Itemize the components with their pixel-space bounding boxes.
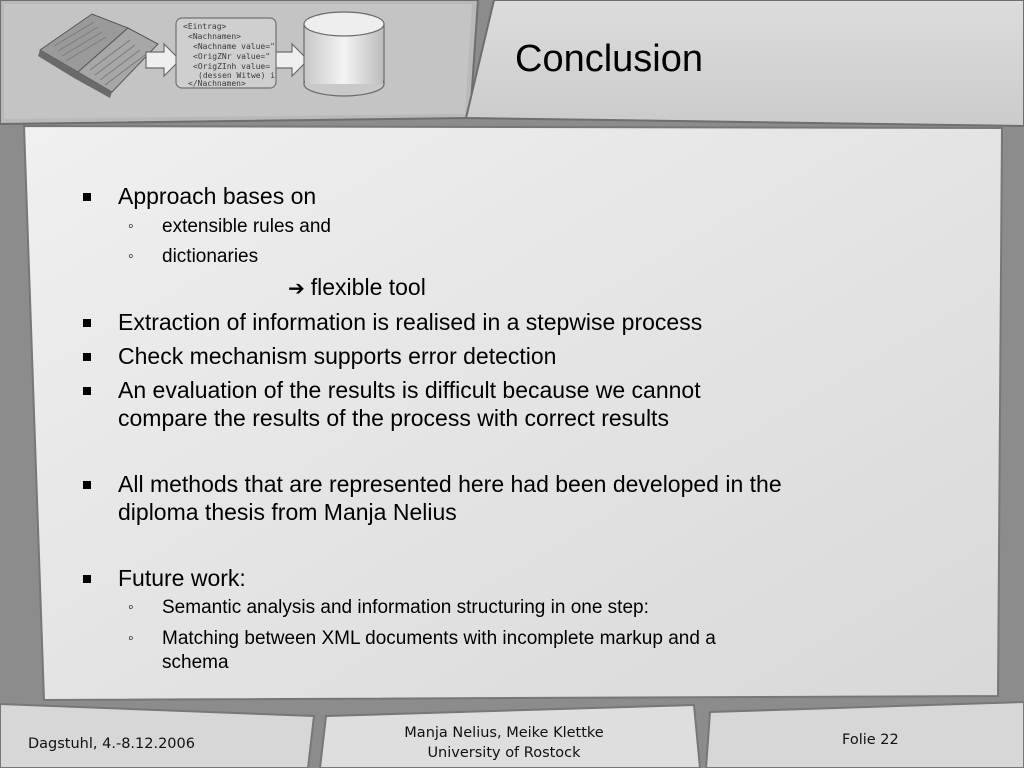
footer-authors-line2: University of Rostock [427, 745, 581, 761]
xml-line: <Eintrag> [183, 22, 227, 31]
right-arrow-icon: ➔ [288, 276, 305, 300]
footer-slide-number: Folie 22 [842, 732, 899, 748]
xml-line: <OrigZNr value=" [193, 52, 271, 61]
xml-line: (dessen Witwe) i [198, 71, 276, 80]
bullet-methods-line1: All methods that are represented here had been developed in the [118, 471, 782, 497]
slide-content [80, 182, 960, 675]
bullet-evaluation-line1: An evaluation of the results is difficult because we cannot [118, 377, 701, 403]
xml-line: <Nachnamen> [188, 32, 241, 41]
subbullet-matching-line1: Matching between XML documents with incomplete markup and a [162, 628, 716, 649]
bullet-methods-line2: diploma thesis from Manja Nelius [118, 499, 457, 525]
slide-title: Conclusion [515, 38, 703, 80]
xml-line: <Nachname value=" [193, 42, 275, 51]
xml-line: </Nachnamen> [188, 79, 246, 88]
xml-line: <OrigZInh value= [193, 62, 271, 71]
bullet-evaluation [80, 376, 960, 432]
subbullet-dictionaries: ◦ dictionaries [80, 245, 960, 269]
bullet-approach: Approach bases on [80, 182, 960, 210]
footer-date: Dagstuhl, 4.-8.12.2006 [28, 736, 195, 752]
footer-authors [384, 723, 624, 763]
footer-authors-line1: Manja Nelius, Meike Klettke [404, 725, 604, 741]
arrow-line [80, 273, 960, 302]
subbullet-rules: ◦ extensible rules and [80, 215, 960, 239]
subbullet-semantic: ◦ Semantic analysis and information structuring in one step: [80, 596, 960, 620]
bullet-check: Check mechanism supports error detection [80, 342, 960, 370]
subbullet-matching-line2: schema [162, 652, 229, 673]
arrow-text: flexible tool [310, 274, 426, 300]
bullet-methods [80, 470, 960, 526]
bullet-extraction: Extraction of information is realised in a stepwise process [80, 308, 960, 336]
database-illustration [304, 12, 384, 96]
subbullet-matching [80, 627, 960, 675]
bullet-evaluation-line2: compare the results of the process with correct results [118, 405, 669, 431]
bullet-future-work: Future work: [80, 564, 960, 592]
